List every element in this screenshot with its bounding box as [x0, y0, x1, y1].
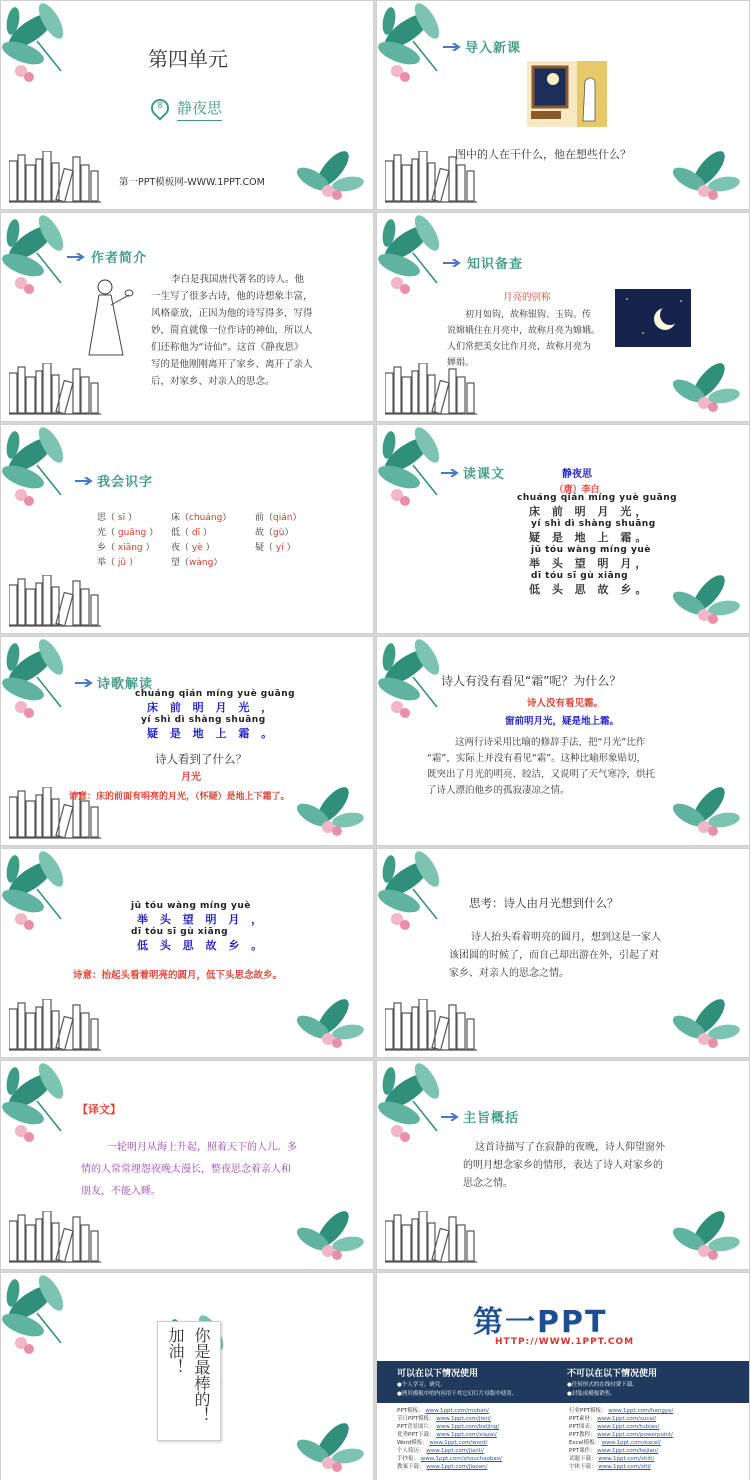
leaf-decoration-icon	[1, 637, 81, 727]
link-row[interactable]: Excel模板： www.1ppt.com/excel/	[569, 1440, 661, 1446]
link-row[interactable]: 教案下载： www.1ppt.com/jiaoan/	[397, 1464, 488, 1470]
bookshelf-icon	[9, 1211, 109, 1267]
bookshelf-icon	[9, 363, 109, 419]
slide-5[interactable]	[0, 424, 374, 634]
char-item: 思（ sī ）	[97, 513, 137, 523]
cannot-use-item: ●任何形式的在线付费下载。	[567, 1382, 638, 1388]
section-title: 读课文	[463, 467, 506, 482]
moon-line: 初月如钩，故称银钩、玉钩。传	[465, 310, 592, 320]
char-item: 低（ dī ）	[171, 528, 212, 538]
li-bai-portrait	[79, 275, 135, 361]
brand-url: HTTP://WWW.1PPT.COM	[495, 1337, 635, 1347]
explanation-line: 了诗人漂泊他乡的孤寂凄凉之情。	[427, 785, 570, 796]
link-row[interactable]: PPT素材： www.1ppt.com/sucai/	[569, 1416, 657, 1422]
explanation-line: “霜”，实际上并没有看见“霜”。这种比喻形象贴切，	[427, 753, 647, 764]
link-row[interactable]: Word模板： www.1ppt.com/word/	[397, 1440, 488, 1446]
intro-question: 图中的人在干什么，他在想些什么？	[455, 148, 631, 161]
arrow-right-icon	[441, 1113, 459, 1121]
translation-line: 情的人常常埋怨夜晚太漫长，整夜思念着亲人和	[81, 1164, 291, 1175]
link-row[interactable]: PPT图表： www.1ppt.com/tubiao/	[569, 1424, 660, 1430]
arrow-right-icon	[75, 679, 93, 687]
bookshelf-icon	[9, 151, 109, 207]
usage-band	[377, 1361, 750, 1403]
link-row[interactable]: 节日PPT模板： www.1ppt.com/jieri/	[397, 1416, 492, 1422]
char-item: 床（chuáng）	[171, 513, 232, 523]
bio-line: 妙，简直就像一位作诗的神仙，所以人	[151, 325, 313, 336]
arrow-right-icon	[441, 469, 459, 477]
question: 思考：诗人由月光想到什么？	[469, 896, 619, 910]
answer-2: 窗前明月光，疑是地上霜。	[505, 716, 620, 727]
moon-line: 说嫦娥住在月亮中，故称月亮为嫦娥。	[447, 326, 601, 336]
explanation	[427, 735, 747, 799]
char-item: 疑（ yí ）	[255, 543, 296, 553]
poem-text: 床 前 明 月 光，	[529, 505, 651, 518]
poem-text: 举 头 望 明 月，	[529, 557, 651, 570]
theme-summary	[463, 1139, 713, 1193]
can-use-item: ●拷贝模板中的内容用于其它幻灯片母版中使用。	[397, 1391, 518, 1397]
bio-line: 后，对家乡、对亲人的思念。	[151, 376, 275, 387]
poet-window-illustration	[527, 61, 607, 127]
poem-meaning: 诗意：抬起头看着明亮的圆月，低下头思念故乡。	[73, 970, 283, 981]
link-row[interactable]: 字体下载： www.1ppt.com/ziti/	[569, 1464, 651, 1470]
slide-8[interactable]	[376, 636, 750, 846]
poem-text: 疑 是 地 上 霜 。	[147, 727, 277, 740]
question: 诗人有没有看见“霜”呢？为什么？	[441, 674, 622, 688]
plant-decoration-icon	[669, 129, 749, 209]
link-row[interactable]: 行业PPT模板： www.1ppt.com/hangye/	[569, 1408, 674, 1414]
links-right	[569, 1407, 673, 1471]
link-row[interactable]: 试题下载： www.1ppt.com/shiti/	[569, 1456, 655, 1462]
arrow-right-icon	[67, 253, 85, 261]
answer-line: 诗人抬头看着明亮的圆月，想到这是一家人	[471, 932, 661, 943]
poem-text: 床 前 明 月 光 ，	[147, 701, 277, 714]
poem-text: 疑 是 地 上 霜。	[529, 531, 651, 544]
section-title: 我会识字	[97, 475, 154, 490]
poem-meaning: 诗意：床的前面有明亮的月光，（怀疑）是地上下霜了。	[69, 792, 290, 802]
leaf-decoration-icon	[377, 1061, 457, 1151]
cannot-use-list	[567, 1381, 638, 1399]
section-title: 主旨概括	[463, 1111, 520, 1126]
poem-pinyin: jǔ tóu wàng míng yuè	[531, 545, 651, 555]
lesson-number: 8	[157, 101, 163, 110]
link-row[interactable]: PPT教程： www.1ppt.com/powerpoint/	[569, 1432, 673, 1438]
slide-1[interactable]	[0, 0, 374, 210]
bookshelf-icon	[9, 575, 109, 631]
poem-text: 低 头 思 故 乡 。	[137, 939, 267, 952]
slide-13[interactable]	[0, 1272, 374, 1480]
bio-line: 风格豪放，正因为他的诗写得多，写得	[151, 308, 313, 319]
plant-decoration-icon	[293, 1401, 373, 1480]
footer-text: 第一PPT模板网-WWW.1PPT.COM	[119, 177, 265, 188]
slide-3[interactable]	[0, 212, 374, 422]
link-row[interactable]: PPT课件： www.1ppt.com/kejian/	[569, 1448, 659, 1454]
translation-line: 一轮明月从海上升起，照着天下的人儿。多	[107, 1142, 297, 1153]
arrow-right-icon	[443, 259, 461, 267]
poem-text: 举 头 望 明 月 ，	[137, 913, 267, 926]
lesson-title: 静夜思	[177, 97, 222, 121]
char-item: 乡（ xiāng ）	[97, 543, 155, 553]
summary-line: 的明月想念家乡的情形，表达了诗人对家乡的	[463, 1160, 663, 1171]
bookshelf-icon	[385, 999, 485, 1055]
plant-decoration-icon	[293, 765, 373, 845]
answer-1: 诗人没有看见霜。	[527, 698, 604, 709]
slide-2[interactable]	[376, 0, 750, 210]
slide-4[interactable]	[376, 212, 750, 422]
plant-decoration-icon	[293, 977, 373, 1057]
char-item: 夜（ yè ）	[171, 543, 215, 553]
poem-pinyin: yí shì dì shàng shuāng	[531, 519, 656, 529]
poem-pinyin: chuáng qián míng yuè guāng	[135, 689, 296, 699]
link-row[interactable]: PPT模板： www.1ppt.com/moban/	[397, 1408, 489, 1414]
section-title: 导入新课	[465, 41, 522, 56]
slide-14[interactable]	[376, 1272, 750, 1480]
plant-decoration-icon	[669, 977, 749, 1057]
leaf-decoration-icon	[1, 849, 81, 939]
bio-line: 写的是他刚刚离开了家乡、离开了亲人	[151, 359, 313, 370]
slide-10[interactable]	[376, 848, 750, 1058]
poem-author: （唐）李白	[554, 485, 600, 495]
char-item: 光（ guāng ）	[97, 528, 159, 538]
slide-11[interactable]	[0, 1060, 374, 1270]
poem-pinyin: dī tóu sī gù xiāng	[131, 927, 229, 937]
night-moon-image	[615, 289, 691, 347]
unit-title: 第四单元	[148, 47, 228, 71]
summary-line: 这首诗描写了在寂静的夜晚，诗人仰望窗外	[475, 1142, 665, 1153]
moon-names-subtitle: 月亮的别称	[503, 292, 551, 303]
explanation-line: 既突出了月光的明亮、皎洁，又说明了天气寒冷，烘托	[427, 769, 656, 780]
translation-label: 【译文】	[77, 1103, 121, 1116]
poem-text: 低 头 思 故 乡。	[529, 583, 651, 596]
poem-title: 静夜思	[562, 469, 592, 480]
arrow-right-icon	[75, 477, 93, 485]
bookshelf-icon	[385, 1211, 485, 1267]
poem-pinyin: jǔ tóu wàng míng yuè	[131, 901, 251, 911]
bio-line: 们还称他为“诗仙”。这首《静夜思》	[151, 342, 304, 353]
poem-lines	[131, 901, 311, 953]
leaf-decoration-icon	[377, 849, 457, 939]
answer: 月光	[181, 772, 201, 783]
poem-lines	[517, 493, 687, 597]
cannot-use-item: ●封装成模板销售。	[567, 1391, 616, 1397]
answer-line: 家乡、对亲人的思念之情。	[449, 968, 569, 979]
can-use-list	[397, 1381, 517, 1399]
question: 诗人看到了什么？	[155, 752, 247, 766]
poem-block	[517, 465, 637, 495]
link-row[interactable]: 手抄报： www.1ppt.com/shouchaobao/	[397, 1456, 503, 1462]
translation-text	[81, 1137, 321, 1203]
can-use-title: 可以在以下情况使用	[397, 1369, 479, 1379]
cheer-text-2: 加油！	[166, 1327, 185, 1375]
slide-6[interactable]	[376, 424, 750, 634]
char-item: 故（gù）	[255, 528, 294, 538]
poem-lines	[135, 689, 315, 741]
bookshelf-icon	[385, 363, 485, 419]
moon-names-text	[447, 307, 612, 371]
answer-line: 该团圆的时候了，而自己却出游在外，引起了对	[449, 950, 659, 961]
section-title: 知识备查	[467, 257, 524, 272]
poem-pinyin: dī tóu sī gù xiāng	[531, 571, 629, 581]
leaf-decoration-icon	[377, 213, 457, 303]
arrow-right-icon	[443, 43, 461, 51]
poem-pinyin: yí shì dì shàng shuāng	[141, 715, 266, 725]
moon-line: 婵娟。	[447, 358, 475, 368]
plant-decoration-icon	[669, 341, 749, 421]
bio-line: 李白是我国唐代著名的诗人。他	[171, 274, 305, 285]
char-item: 举（ jǔ ）	[97, 558, 138, 568]
explanation-line: 这两行诗采用比喻的修辞手法，把“月光”比作	[455, 737, 646, 748]
translation-line: 朋友，不能入睡。	[81, 1186, 161, 1197]
link-row[interactable]: 优秀PPT下载： www.1ppt.com/xiazai/	[397, 1432, 497, 1438]
slide-9[interactable]	[0, 848, 374, 1058]
cannot-use-title: 不可以在以下情况使用	[567, 1369, 658, 1379]
brand-logo: 第一PPT	[473, 1305, 608, 1340]
char-item: 望（wàng）	[171, 558, 223, 568]
can-use-item: ●个人学习、研究。	[397, 1382, 446, 1388]
poem-pinyin: chuáng qián míng yuè guāng	[517, 493, 678, 503]
summary-line: 思念之情。	[463, 1178, 513, 1189]
answer-text	[449, 929, 689, 983]
slide-12[interactable]	[376, 1060, 750, 1270]
link-row[interactable]: PPT背景图片： www.1ppt.com/beijing/	[397, 1424, 500, 1430]
moon-line: 人们常把美女比作月亮，故称月亮为	[447, 342, 592, 352]
links-left	[397, 1407, 502, 1471]
cheer-text-1: 你是最棒的！	[192, 1327, 211, 1423]
leaf-decoration-icon	[1, 425, 81, 515]
leaf-decoration-icon	[1, 1061, 81, 1151]
bookshelf-icon	[9, 999, 109, 1055]
section-title: 诗歌解读	[97, 677, 154, 692]
bio-line: 一生写了很多古诗，他的诗想象丰富，	[151, 291, 313, 302]
link-row[interactable]: 个人简历： www.1ppt.com/jianli/	[397, 1448, 484, 1454]
char-item: 前（qián）	[255, 513, 302, 523]
slide-7[interactable]	[0, 636, 374, 846]
plant-decoration-icon	[669, 1189, 749, 1269]
section-title: 作者简介	[91, 251, 148, 266]
author-bio	[151, 271, 371, 390]
leaf-decoration-icon	[1, 1273, 81, 1363]
plant-decoration-icon	[293, 129, 373, 209]
